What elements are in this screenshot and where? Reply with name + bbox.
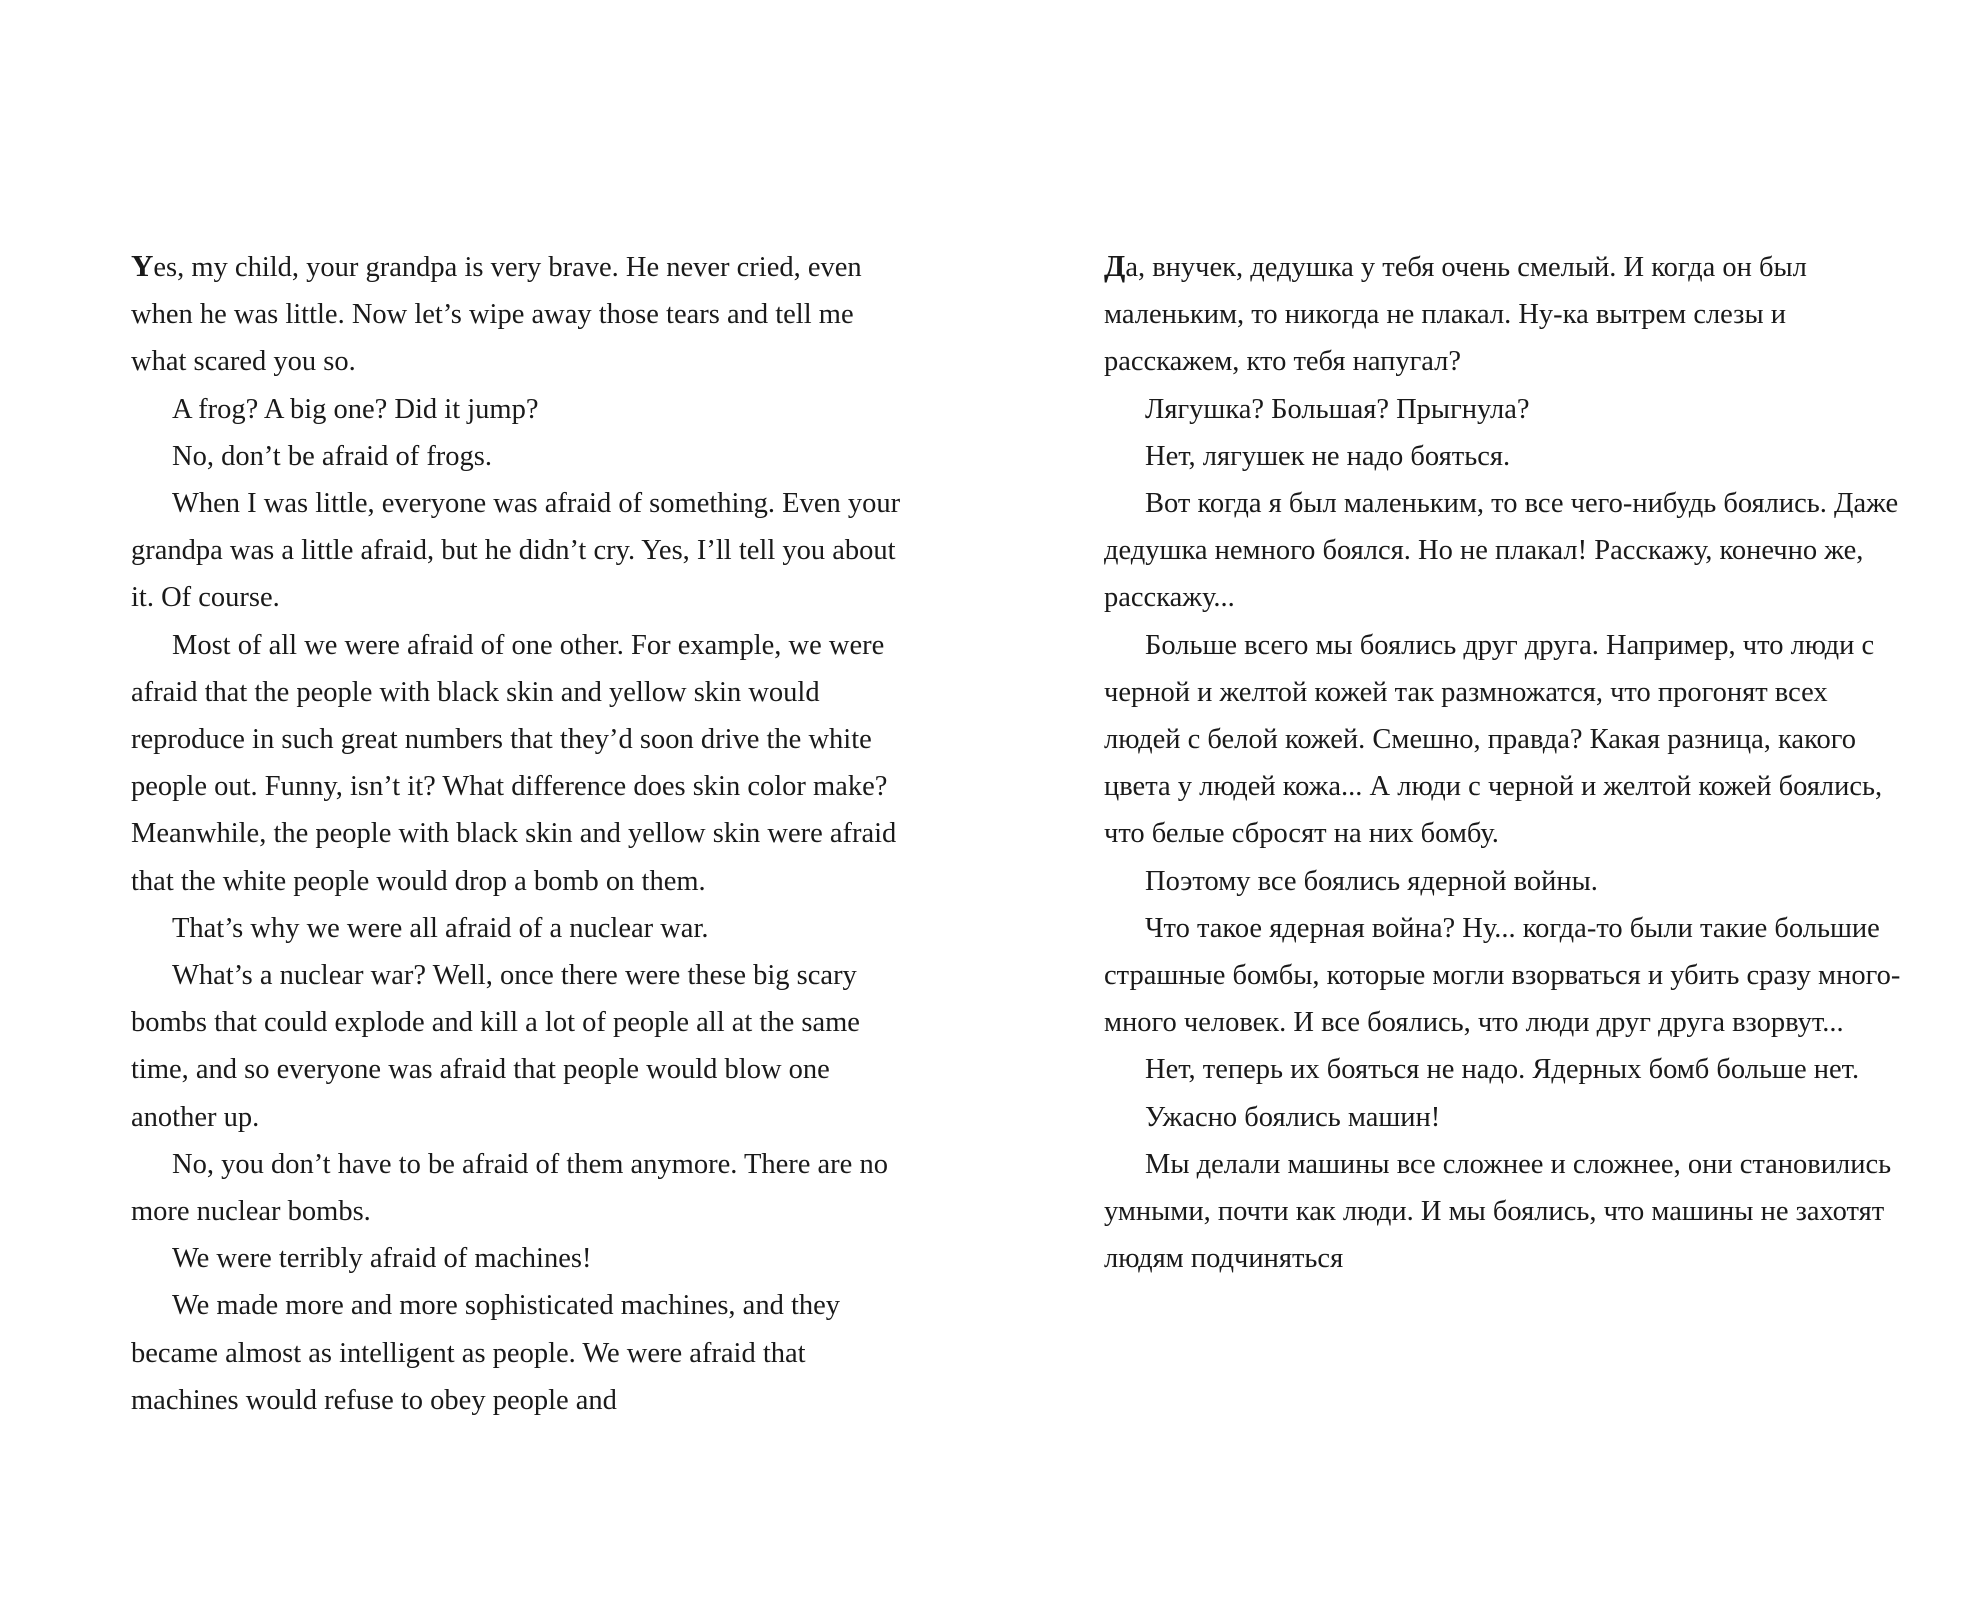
paragraph: Лягушка? Большая? Прыгнула?	[1145, 393, 1530, 425]
paragraph: Нет, лягушек не надо бояться.	[1145, 440, 1511, 472]
paragraph: A frog? A big one? Did it jump?	[172, 393, 539, 425]
paragraph: Ужасно боялись машин!	[1145, 1101, 1441, 1133]
paragraph: We were terribly afraid of machines!	[172, 1243, 592, 1275]
paragraph: That’s why we were all afraid of a nuclear war.	[172, 912, 709, 944]
paragraph: Поэтому все боялись ядерной войны.	[1145, 865, 1598, 897]
paragraph: When I was little, everyone was afraid of something. Even your grandpa was a little afraid, but he didn’t cry. Yes, I’ll tell you about it. Of course.	[131, 488, 901, 614]
opening-text: а, внучек, дедушка у тебя очень смелый. И когда он был маленьким, то никогда не плакал. Ну-ка вытрем слезы и расскажем, кто тебя напугал?	[1104, 252, 1807, 378]
paragraph: Вот когда я был маленьким, то все чего-нибудь боялись. Даже дедушка немного боялся. Но не плакал! Расскажу, конечно же, расскажу...	[1104, 488, 1899, 614]
opening-text: es, my child, your grandpa is very brave. He never cried, even when he was little. Now let’s wipe away those tears and tell me what scared you so.	[131, 252, 862, 378]
opening-paragraph	[131, 242, 911, 386]
opening-paragraph	[1104, 242, 1904, 386]
paragraph: Что такое ядерная война? Ну... когда-то были такие большие страшные бомбы, которые могли взорваться и убить сразу много-много человек. И все боялись, что люди друг друга взорвут...	[1104, 912, 1901, 1039]
paragraph: What’s a nuclear war? Well, once there were these big scary bombs that could explode and kill a lot of people all at the same time, and so everyone was afraid that people would blow one another up.	[131, 960, 860, 1133]
right-page-russian	[1104, 242, 1904, 1282]
paragraph: Больше всего мы боялись друг друга. Например, что люди с черной и желтой кожей так размножатся, что прогонят всех людей с белой кожей. Смешно, правда? Какая разница, какого цвета у людей кожа... А люди с черной и желтой кожей боялись, что белые сбросят на них бомбу.	[1104, 629, 1883, 850]
paragraph: No, you don’t have to be afraid of them anymore. There are no more nuclear bombs.	[131, 1148, 888, 1228]
paragraph: We made more and more sophisticated machines, and they became almost as intelligent as people. We were afraid that machines would refuse to obey people and	[131, 1290, 841, 1416]
paragraph: Мы делали машины все сложнее и сложнее, они становились умными, почти как люди. И мы боялись, что машины не захотят людям подчиняться	[1104, 1148, 1892, 1275]
drop-cap: Д	[1104, 248, 1126, 283]
left-page-english	[131, 242, 911, 1424]
paragraph: Нет, теперь их бояться не надо. Ядерных бомб больше нет.	[1145, 1054, 1860, 1086]
paragraph: Most of all we were afraid of one other. For example, we were afraid that the people with black skin and yellow skin would reproduce in such great numbers that they’d soon drive the white people out. Funny, isn’t it? What difference does skin color make? Meanwhile, the people with black skin and yellow skin were afraid that the white people would drop a bomb on them.	[131, 629, 897, 897]
paragraph: No, don’t be afraid of frogs.	[172, 440, 493, 472]
drop-cap: Y	[131, 248, 154, 283]
